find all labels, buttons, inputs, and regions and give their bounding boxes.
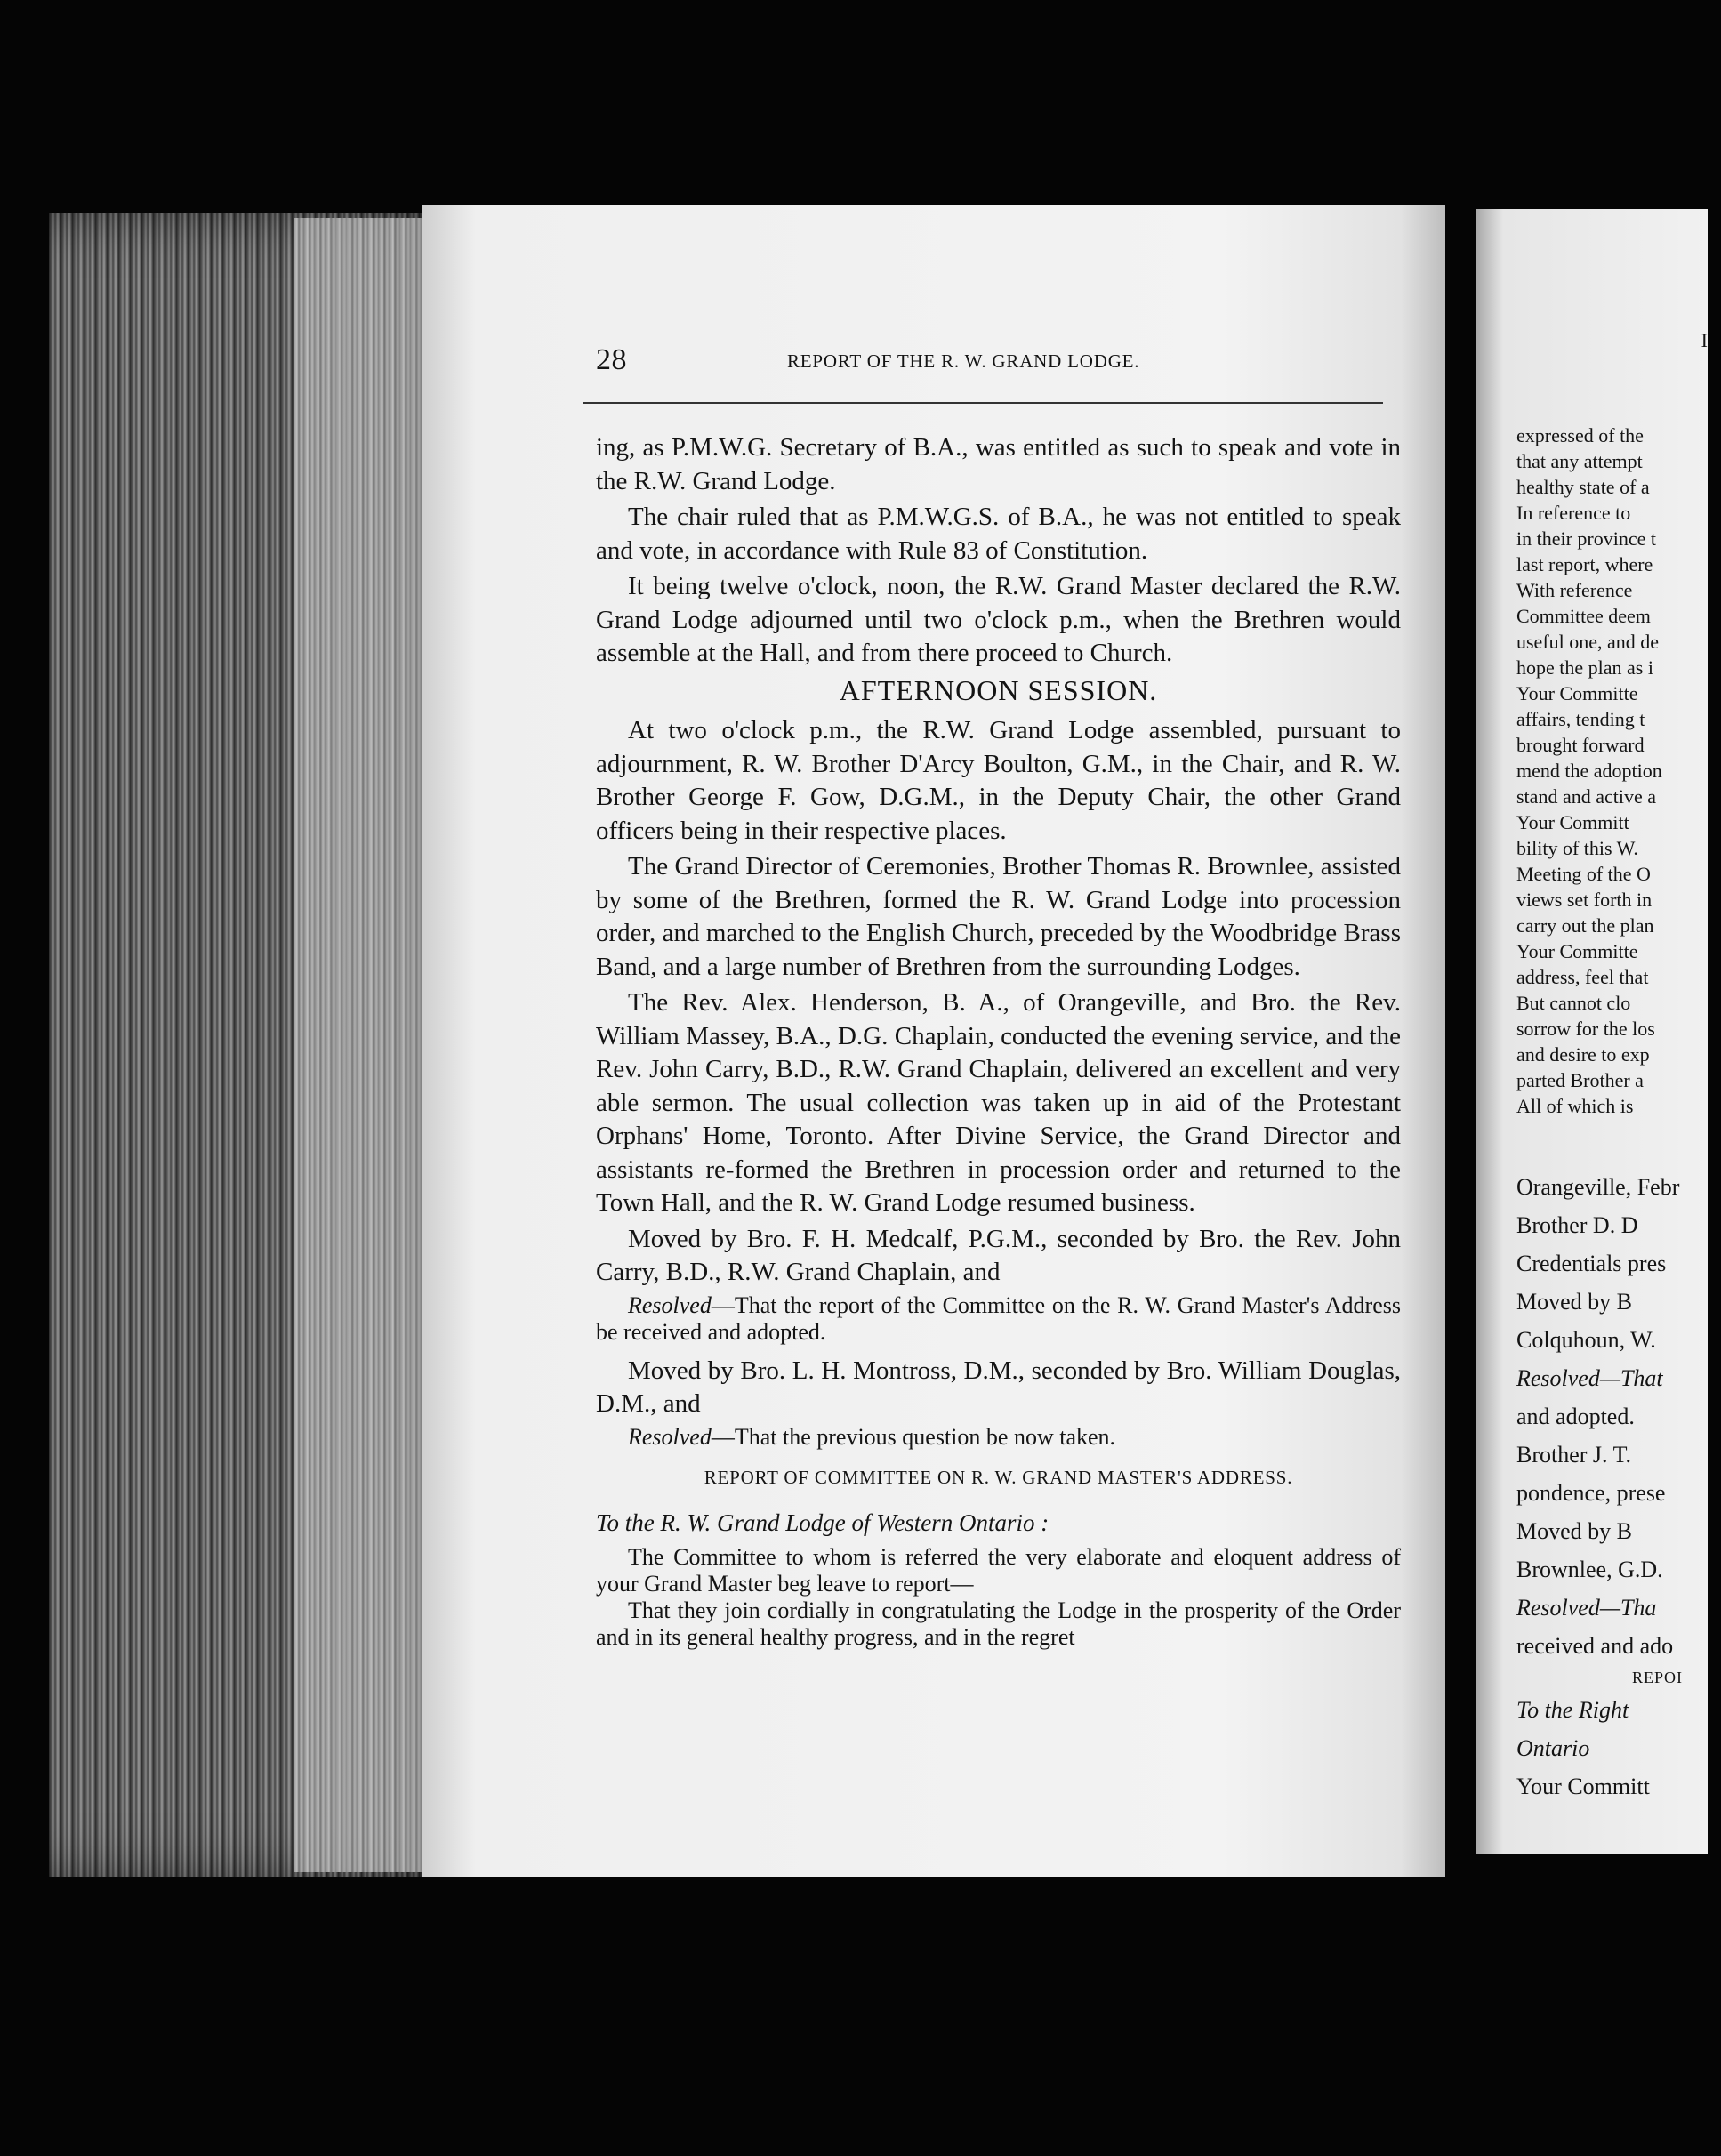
right-page-line: received and ado [1516, 1633, 1674, 1659]
right-page-line: Committee deem [1516, 605, 1651, 627]
right-page-line: expressed of the [1516, 424, 1644, 446]
right-page-line: pondence, prese [1516, 1480, 1666, 1506]
right-page-gap [1516, 1119, 1721, 1168]
right-page-line: mend the adoption [1516, 760, 1662, 782]
paragraph-9: The Committee to whom is referred the very elaborate and eloquent address of your Grand Master beg leave to report— [596, 1543, 1401, 1597]
right-page-line: To the Right [1516, 1697, 1629, 1723]
right-page-line: Brother D. D [1516, 1212, 1638, 1238]
right-page-line: stand and active a [1516, 785, 1656, 808]
right-page-line: and desire to exp [1516, 1043, 1650, 1066]
right-page-line: Your Committe [1516, 940, 1638, 962]
right-page-line: Moved by B [1516, 1518, 1632, 1544]
right-page-line: carry out the plan [1516, 914, 1654, 937]
right-page-line: REPOI [1632, 1669, 1684, 1686]
right-page-line: In reference to [1516, 502, 1631, 524]
paragraph-3: It being twelve o'clock, noon, the R.W. Grand Master declared the R.W. Grand Lodge adjourned until two o'clock p.m., when the Brethren would assemble at the Hall, and from there proceed to Church. [596, 572, 1401, 667]
right-page-line: Your Committ [1516, 1774, 1650, 1799]
resolved-text-2: —That the previous question be now taken. [711, 1423, 1116, 1450]
right-page-text [1516, 422, 1721, 1806]
resolved-text-1: —That the report of the Committee on the R. W. Grand Master's Address be received and adopted. [596, 1291, 1401, 1345]
page-number: 28 [596, 343, 627, 376]
paragraph-4: At two o'clock p.m., the R.W. Grand Lodge assembled, pursuant to adjournment, R. W. Brother D'Arcy Boulton, G.M., in the Chair, and R. W. Brother George F. Gow, D.G.M., in the Deputy Chair, the other Grand officers being in their respective places. [596, 716, 1401, 845]
resolved-label-1: Resolved [628, 1291, 712, 1318]
right-page-line: brought forward [1516, 734, 1645, 756]
paragraph-1: ing, as P.M.W.G. Secretary of B.A., was entitled as such to speak and vote in the R.W. Grand Lodge. [596, 433, 1401, 495]
right-page-line: Moved by B [1516, 1289, 1632, 1315]
right-page-line: bility of this W. [1516, 837, 1638, 859]
paragraph-5: The Grand Director of Ceremonies, Brother Thomas R. Brownlee, assisted by some of the Brethren, formed the R. W. Grand Lodge into procession order, and marched to the English Church, preceded by the Woodbridge Brass Band, and a large number of Brethren from the surrounding Lodges. [596, 852, 1401, 981]
right-page-line: in their province t [1516, 527, 1657, 550]
paragraph-6: The Rev. Alex. Henderson, B. A., of Orangeville, and Bro. the Rev. William Massey, B.A., D.G. Chaplain, conducted the evening service, and the Rev. John Carry, B.D., R.W. Grand Chaplain, delivered an excellent and very able sermon. The usual collection was taken up in aid of the Protestant Orphans' Home, Toronto. After Divine Service, the Grand Director and assistants re-formed the Brethren in procession order and returned to the Town Hall, and the R. W. Grand Lodge resumed business. [596, 988, 1401, 1217]
book-page-edges-light [294, 218, 436, 1872]
right-page-line: Meeting of the O [1516, 863, 1651, 885]
right-page-line: With reference [1516, 579, 1633, 601]
right-page-line: Orangeville, Febr [1516, 1174, 1680, 1200]
main-page [422, 205, 1445, 1877]
right-page-line: and adopted. [1516, 1404, 1635, 1429]
right-page-line: healthy state of a [1516, 476, 1650, 498]
right-page-running-head: I [1701, 329, 1708, 351]
resolved-label-2: Resolved [628, 1423, 712, 1450]
paragraph-8: Moved by Bro. L. H. Montross, D.M., seconded by Bro. William Douglas, D.M., and [596, 1356, 1401, 1418]
right-page-line: address, feel that [1516, 966, 1649, 988]
right-page-line: But cannot clo [1516, 992, 1631, 1014]
right-page-line: Brother J. T. [1516, 1442, 1632, 1468]
right-page-line: Credentials pres [1516, 1251, 1667, 1276]
body-text [596, 431, 1401, 1660]
right-page-line: views set forth in [1516, 889, 1653, 911]
running-head-title: REPORT OF THE R. W. GRAND LODGE. [787, 350, 1140, 372]
committee-heading: REPORT OF COMMITTEE ON R. W. GRAND MASTER'S ADDRESS. [704, 1466, 1293, 1488]
right-page-line: parted Brother a [1516, 1069, 1644, 1091]
right-page-line: Colquhoun, W. [1516, 1327, 1656, 1353]
right-page [1476, 209, 1708, 1854]
right-page-line: Your Committe [1516, 682, 1638, 704]
right-page-line: All of which is [1516, 1095, 1634, 1117]
right-page-line: sorrow for the los [1516, 1018, 1655, 1040]
right-page-line: Your Committ [1516, 811, 1629, 833]
paragraph-7: Moved by Bro. F. H. Medcalf, P.G.M., seconded by Bro. the Rev. John Carry, B.D., R.W. Grand Chaplain, and [596, 1224, 1401, 1286]
paragraph-10: That they join cordially in congratulating the Lodge in the prosperity of the Order and in its general healthy progress, and in the regret [596, 1597, 1401, 1650]
right-page-line: Ontario [1516, 1735, 1590, 1761]
header-rule [583, 402, 1383, 404]
right-page-line: Resolved—That [1516, 1365, 1663, 1391]
right-page-line: Brownlee, G.D. [1516, 1557, 1663, 1582]
right-page-line: useful one, and de [1516, 631, 1660, 653]
resolution-1 [596, 1292, 1401, 1346]
section-heading: AFTERNOON SESSION. [839, 673, 1158, 706]
right-page-line: last report, where [1516, 553, 1653, 575]
salutation: To the R. W. Grand Lodge of Western Ontario : [596, 1509, 1049, 1536]
paragraph-2: The chair ruled that as P.M.W.G.S. of B.A., he was not entitled to speak and vote, in accordance with Rule 83 of Constitution. [596, 503, 1401, 565]
committee-report [596, 1544, 1401, 1651]
right-page-line: that any attempt [1516, 450, 1643, 472]
right-page-line: hope the plan as i [1516, 656, 1653, 679]
resolution-2 [596, 1424, 1401, 1451]
right-page-line: affairs, tending t [1516, 708, 1645, 730]
right-page-line: Resolved—Tha [1516, 1595, 1657, 1621]
